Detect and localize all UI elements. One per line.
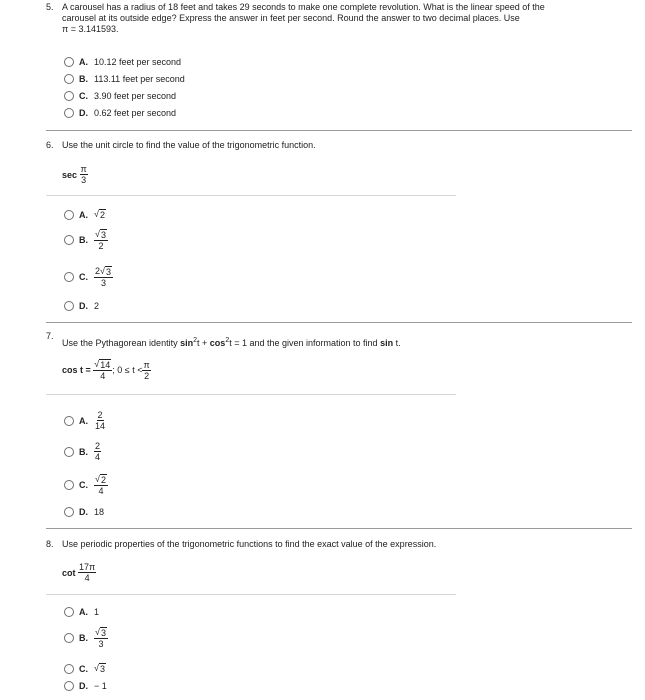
radio-button[interactable] <box>64 480 74 490</box>
question-5 <box>46 2 629 42</box>
fraction: 2√ 3 3 <box>95 266 111 288</box>
question-number: 8. <box>46 539 54 549</box>
divider <box>46 528 632 529</box>
question-number: 7. <box>46 331 54 341</box>
square-root: √ 3 <box>94 663 105 674</box>
question-text: A carousel has a radius of 18 feet and takes 29 seconds to make one complete revolution. What is the linear speed of the carousel at its outside edge? Express the answer in feet per second. Round the answer to two decimal places. Use π = 3.141593. <box>62 2 545 34</box>
square-root: √ 2 <box>94 209 105 220</box>
divider <box>46 130 632 131</box>
divider <box>46 394 456 395</box>
option-7d[interactable]: D. 18 <box>64 507 104 517</box>
expression: cot $\frac{17\pi}{4}$ <box>62 562 96 583</box>
option-5d[interactable]: D. 0.62 feet per second <box>64 108 176 118</box>
expression: sec $\frac{\pi}{3}$ <box>62 164 87 185</box>
option-6a[interactable]: A. √ 2 <box>64 209 106 220</box>
option-7b[interactable]: B. $\frac{2}{4}$ <box>64 441 101 462</box>
radio-button[interactable] <box>64 633 74 643</box>
radio-button[interactable] <box>64 681 74 691</box>
radio-button[interactable] <box>64 664 74 674</box>
question-number: 6. <box>46 140 54 150</box>
fraction: $\frac{17\pi}{4}$ <box>79 562 96 583</box>
radio-button[interactable] <box>64 416 74 426</box>
fraction: √ 3 2 <box>95 229 106 251</box>
fraction: $\frac{2}{4}$ <box>95 441 101 462</box>
radio-button[interactable] <box>64 57 74 67</box>
question-text: Use periodic properties of the trigonometric functions to find the exact value of the expression. <box>62 539 437 549</box>
radio-button[interactable] <box>64 272 74 282</box>
question-7 <box>46 331 629 347</box>
fraction: √ 14 4 <box>94 359 111 381</box>
radio-button[interactable] <box>64 91 74 101</box>
option-8a[interactable]: A. 1 <box>64 607 99 617</box>
fraction: $\frac{\pi}{2}$ <box>143 359 150 381</box>
radio-button[interactable] <box>64 108 74 118</box>
fraction: $\frac{2}{14}$ <box>95 410 106 431</box>
option-7a[interactable]: A. $\frac{2}{14}$ <box>64 410 106 431</box>
radio-button[interactable] <box>64 447 74 457</box>
option-5c[interactable]: C. 3.90 feet per second <box>64 91 176 101</box>
radio-button[interactable] <box>64 301 74 311</box>
question-6 <box>46 140 629 154</box>
option-8d[interactable]: D. − 1 <box>64 681 107 691</box>
radio-button[interactable] <box>64 210 74 220</box>
option-5b[interactable]: B. 113.11 feet per second <box>64 74 185 84</box>
divider <box>46 594 456 595</box>
radio-button[interactable] <box>64 74 74 84</box>
question-number: 5. <box>46 2 54 12</box>
question-text: Use the Pythagorean identity $\sin^2t + \cos^2t = 1$ and the given information to find sin t. <box>62 337 401 348</box>
option-5a[interactable]: A. 10.12 feet per second <box>64 57 181 67</box>
option-8c[interactable]: C. √ 3 <box>64 663 106 674</box>
question-8 <box>46 539 629 553</box>
option-8b[interactable]: B. √ 3 3 <box>64 627 108 649</box>
divider <box>46 195 456 196</box>
option-6c[interactable]: C. 2√ 3 3 <box>64 266 113 288</box>
divider <box>46 322 632 323</box>
radio-button[interactable] <box>64 607 74 617</box>
radio-button[interactable] <box>64 507 74 517</box>
fraction: $\frac{\pi}{3}$ <box>80 164 87 185</box>
option-7c[interactable]: C. √ 2 4 <box>64 474 108 496</box>
fraction: √ 2 4 <box>95 474 106 496</box>
question-text: Use the unit circle to find the value of the trigonometric function. <box>62 140 316 150</box>
given-info: cos t = √ 14 4 ; 0 ≤ t < $\frac{\pi}{2}$ <box>62 359 150 381</box>
option-6d[interactable]: D. 2 <box>64 301 99 311</box>
option-6b[interactable]: B. √ 3 2 <box>64 229 108 251</box>
fraction: √ 3 3 <box>95 627 106 649</box>
radio-button[interactable] <box>64 235 74 245</box>
